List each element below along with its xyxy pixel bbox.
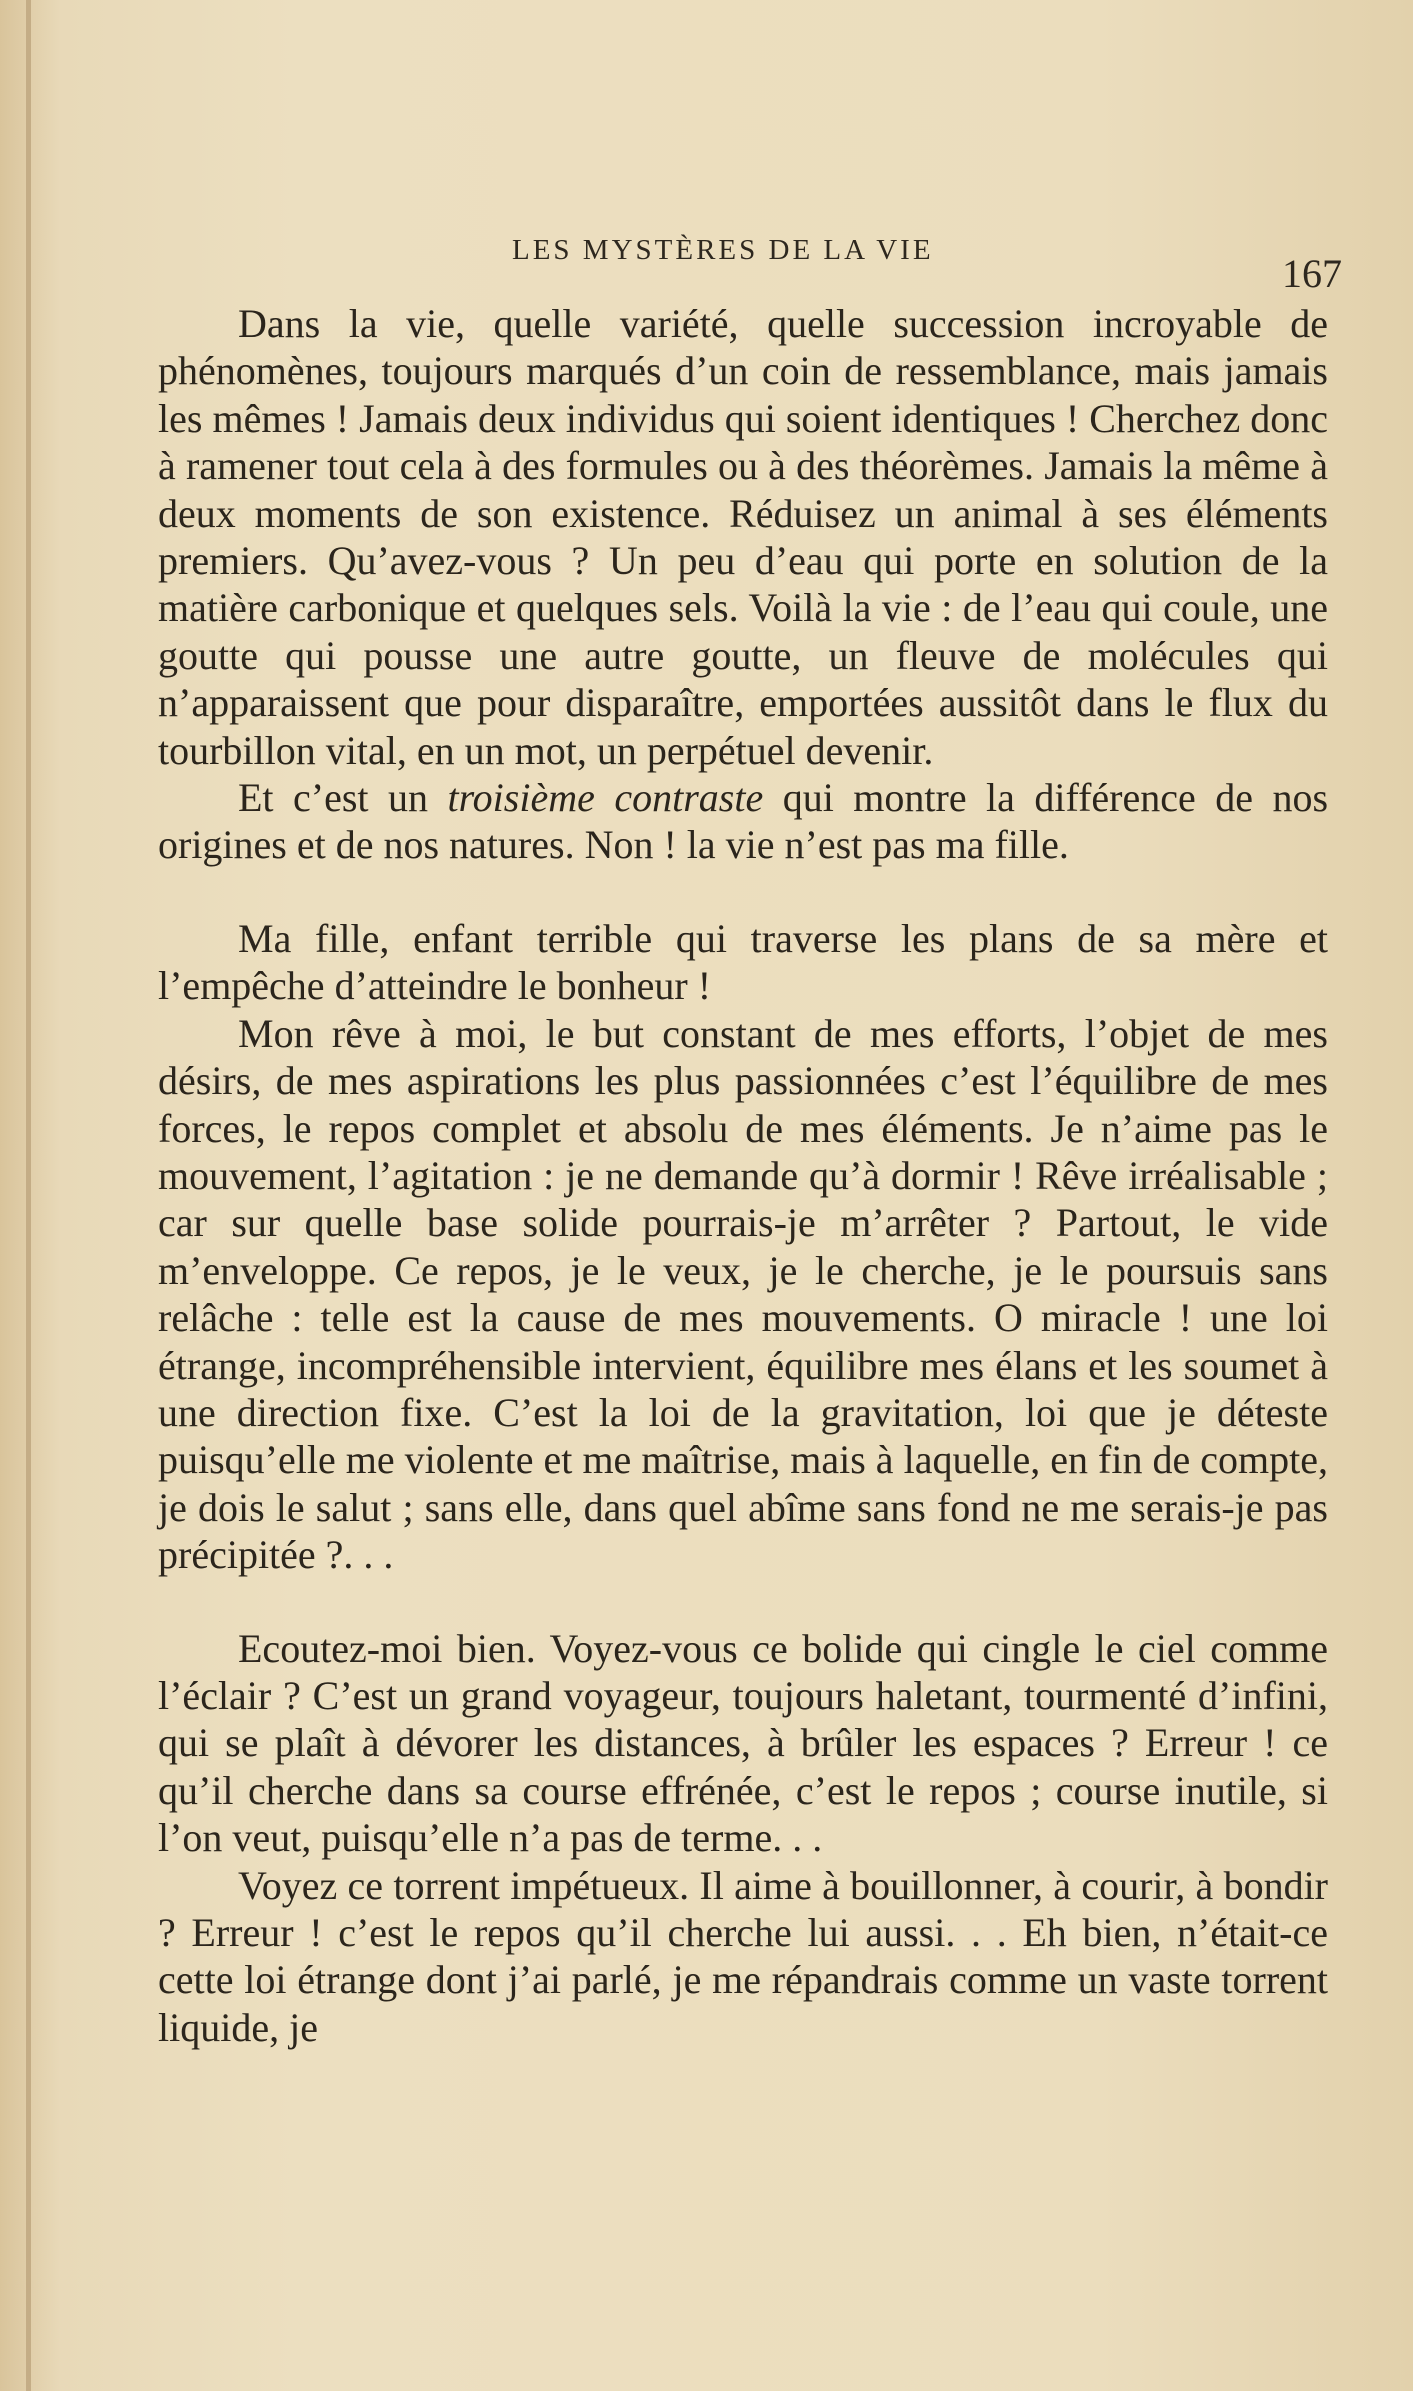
paragraph: Ecoutez-moi bien. Voyez-vous ce bolide qui cingle le ciel comme l’éclair ? C’est un grand voyageur, toujours haletant, tourmenté d’infini, qui se plaît à dévorer les distances, à brûler les espaces ? Erreur ! ce qu’il cherche dans sa course effrénée, c’est le repos ; course inutile, si l’on veut, puisqu’elle n’a pas de terme. . . [158, 1625, 1328, 1861]
running-head: LES MYSTÈRES DE LA VIE [512, 234, 934, 266]
paragraph-text: qui montre la différence de nos origines et de nos natures. Non ! la vie n’est pas ma fille. [158, 775, 1329, 868]
paragraph: Mon rêve à moi, le but constant de mes efforts, l’objet de mes désirs, de mes aspirations les plus passionnées c’est l’équilibre de mes forces, le repos complet et absolu de mes éléments. Je n’aime pas le mouvement, l’agitation : je ne demande qu’à dormir ! Rêve irréalisable ; car sur quelle base solide pourrais-je m’arrêter ? Partout, le vide m’enveloppe. Ce repos, je le veux, je le cherche, je le poursuis sans relâche : telle est la cause de mes mouvements. O miracle ! une loi étrange, incompréhensible intervient, équilibre mes élans et les soumet à une direction fixe. C’est la loi de la gravitation, loi que je déteste puisqu’elle me violente et me maîtrise, mais à laquelle, en fin de compte, je dois le salut ; sans elle, dans quel abîme sans fond ne me serais-je pas précipitée ?. . . [158, 1010, 1328, 1578]
page-header [0, 228, 1413, 296]
page-number: 167 [1282, 251, 1342, 296]
body-text [158, 300, 1328, 2051]
paragraph: Dans la vie, quelle variété, quelle succession incroyable de phénomènes, toujours marqués d’un coin de ressemblance, mais jamais les mêmes ! Jamais deux individus qui soient identiques ! Cherchez donc à ramener tout cela à des formules ou à des théorèmes. Jamais la même à deux moments de son existence. Réduisez un animal à ses éléments premiers. Qu’avez-vous ? Un peu d’eau qui porte en solution de la matière carbonique et quelques sels. Voilà la vie : de l’eau qui coule, une goutte qui pousse une autre goutte, un fleuve de molécules qui n’apparaissent que pour disparaître, emportées aussitôt dans le flux du tourbillon vital, en un mot, un perpétuel devenir. [158, 301, 1328, 773]
binding-gutter [26, 0, 31, 2391]
paragraph [158, 774, 1328, 869]
paragraph: Ma fille, enfant terrible qui traverse les plans de sa mère et l’empêche d’atteindre le bonheur ! [158, 915, 1328, 1009]
paragraph-text: Et c’est un [238, 775, 448, 821]
paragraph: Voyez ce torrent impétueux. Il aime à bouillonner, à courir, à bondir ? Erreur ! c’est le repos qu’il cherche lui aussi. . . Eh bien, n’était-ce cette loi étrange dont j’ai parlé, je me répandrais comme un vaste torrent liquide, je [158, 1862, 1328, 2050]
italic-phrase: troisième contraste [447, 775, 764, 821]
